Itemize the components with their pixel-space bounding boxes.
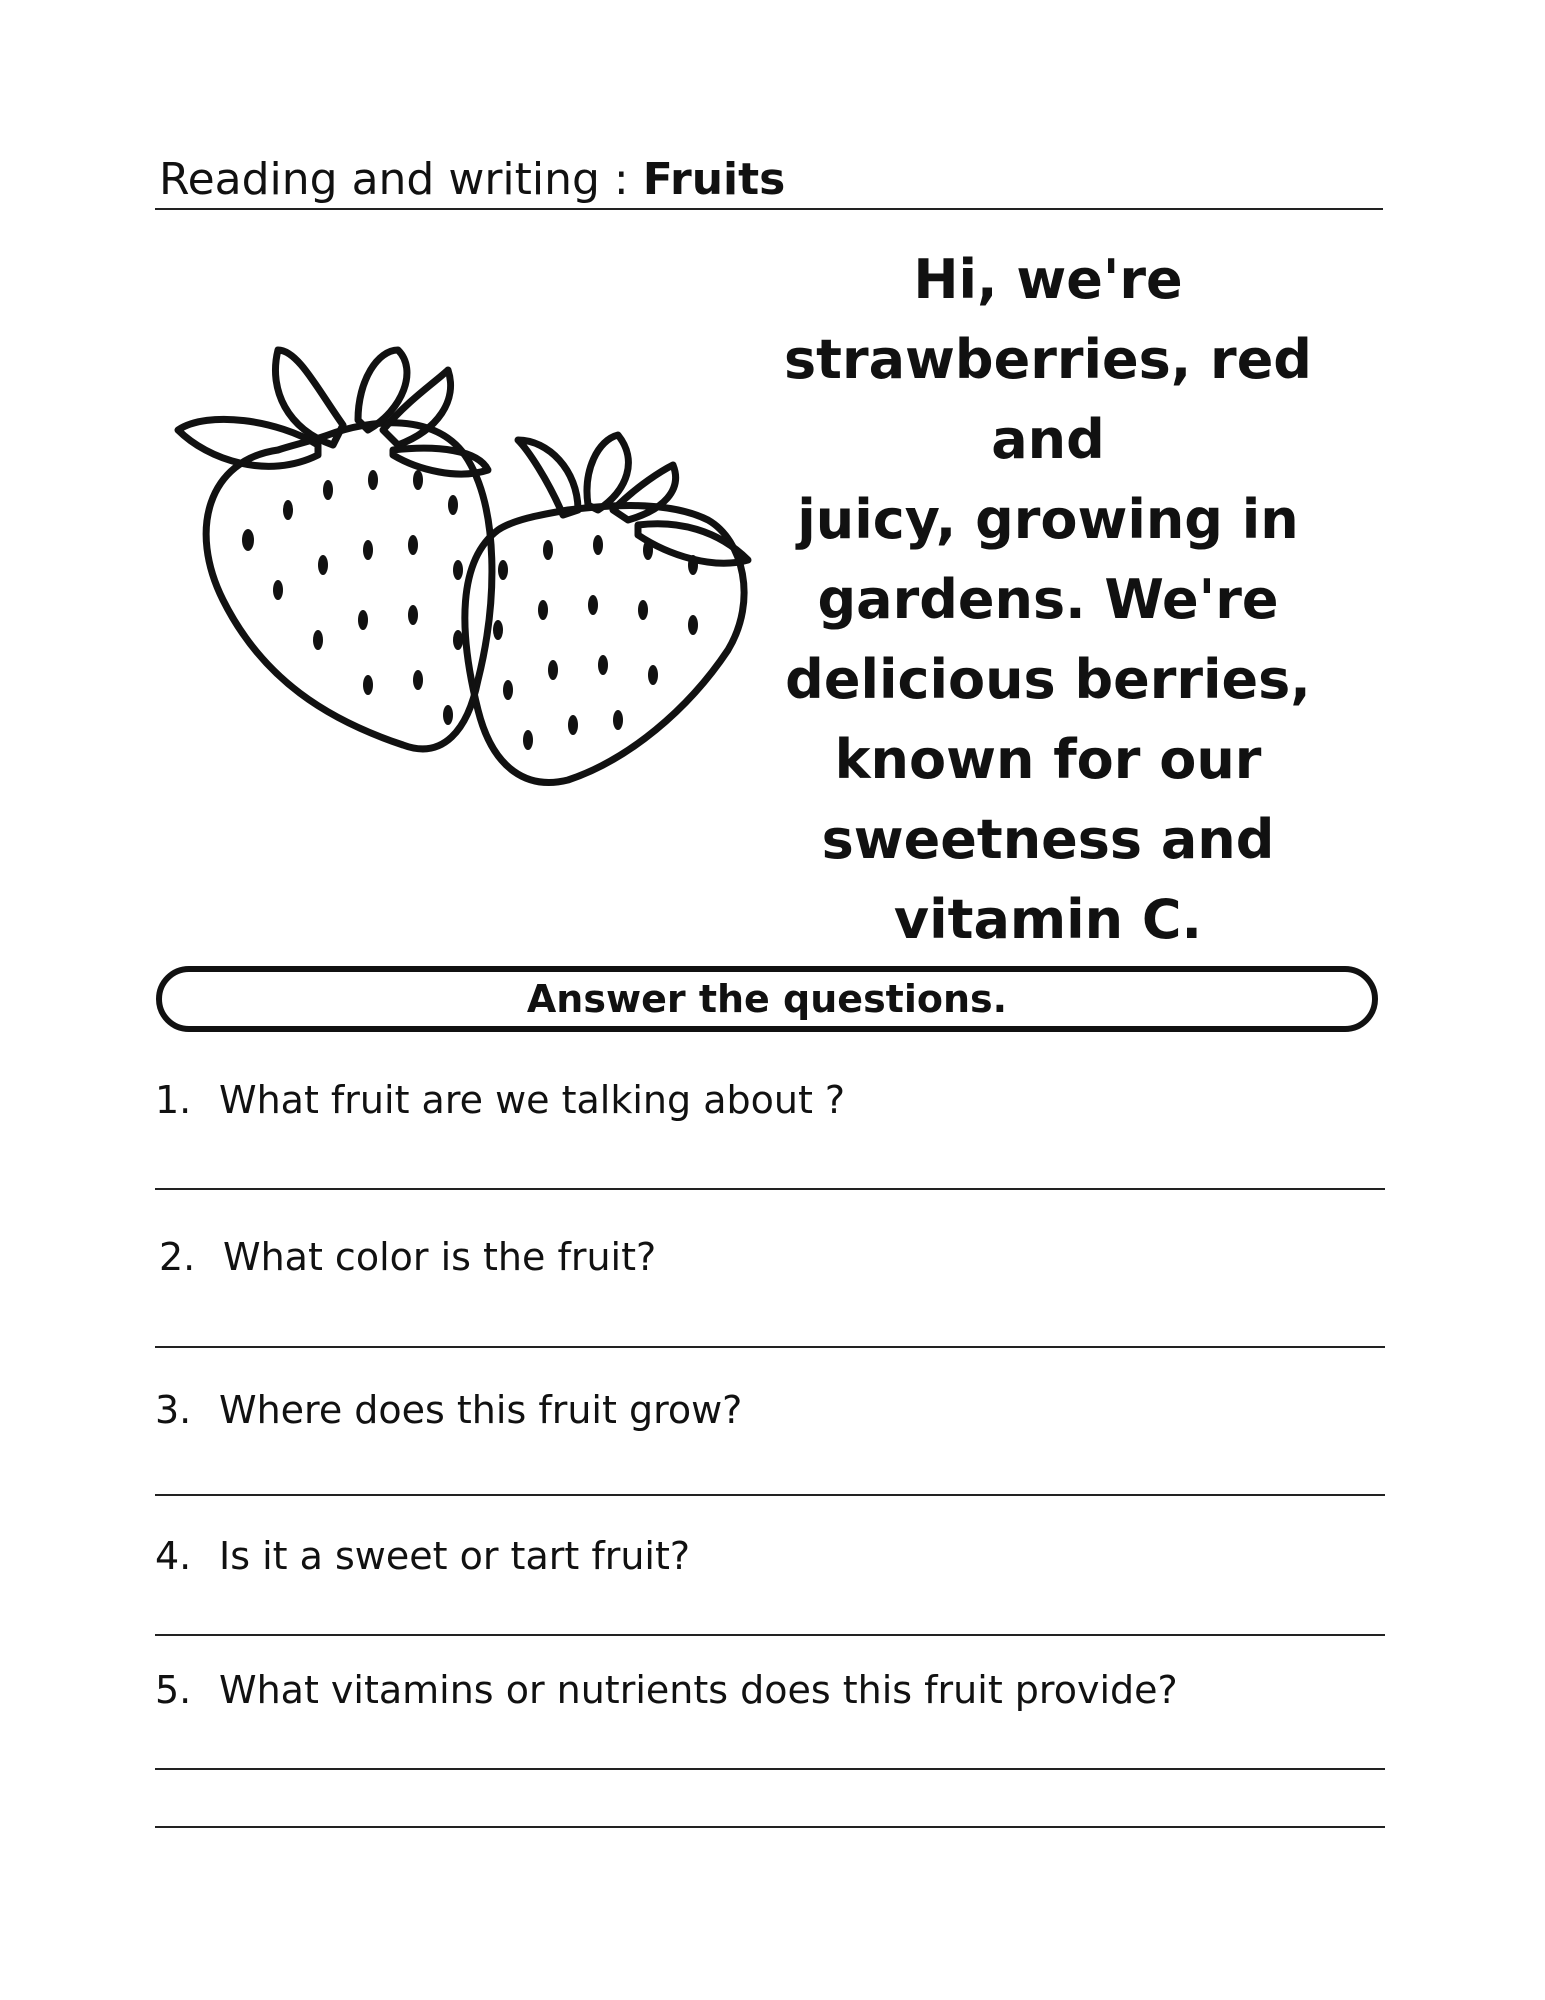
question-text: Is it a sweet or tart fruit? <box>219 1534 691 1578</box>
question-2 <box>159 1233 656 1281</box>
question-number: 4. <box>155 1534 192 1578</box>
passage-line: strawberries, red and <box>784 328 1312 471</box>
answer-line-5b[interactable] <box>155 1826 1385 1828</box>
passage-line: known for our <box>834 728 1262 791</box>
passage-line: sweetness and <box>821 808 1275 871</box>
question-number: 3. <box>155 1388 192 1432</box>
answer-line-4[interactable] <box>155 1634 1385 1636</box>
instructions-text: Answer the questions. <box>526 977 1008 1021</box>
question-number: 2. <box>159 1235 196 1279</box>
passage-line: vitamin C. <box>893 888 1203 951</box>
strawberries-icon <box>168 330 798 800</box>
question-text: What vitamins or nutrients does this fruit provide? <box>219 1668 1178 1712</box>
passage-line: delicious berries, <box>785 648 1311 711</box>
page-title <box>159 154 785 206</box>
answer-line-3[interactable] <box>155 1494 1385 1496</box>
passage-line: juicy, growing in <box>797 488 1299 551</box>
passage <box>728 240 1368 960</box>
passage-line: Hi, we're <box>913 248 1183 311</box>
answer-line-1[interactable] <box>155 1188 1385 1190</box>
question-4 <box>155 1532 690 1580</box>
question-text: What fruit are we talking about ? <box>219 1078 846 1122</box>
question-number: 5. <box>155 1668 192 1712</box>
question-text: Where does this fruit grow? <box>219 1388 743 1432</box>
answer-line-2[interactable] <box>155 1346 1385 1348</box>
question-number: 1. <box>155 1078 192 1122</box>
worksheet-header <box>155 150 1383 210</box>
passage-line: gardens. We're <box>817 568 1279 631</box>
question-1 <box>155 1076 845 1124</box>
question-3 <box>155 1386 742 1434</box>
instructions-banner <box>156 966 1378 1032</box>
question-5 <box>155 1666 1178 1714</box>
question-text: What color is the fruit? <box>223 1235 657 1279</box>
title-topic: Fruits <box>642 154 786 205</box>
title-prefix: Reading and writing : <box>159 154 643 205</box>
answer-line-5a[interactable] <box>155 1768 1385 1770</box>
